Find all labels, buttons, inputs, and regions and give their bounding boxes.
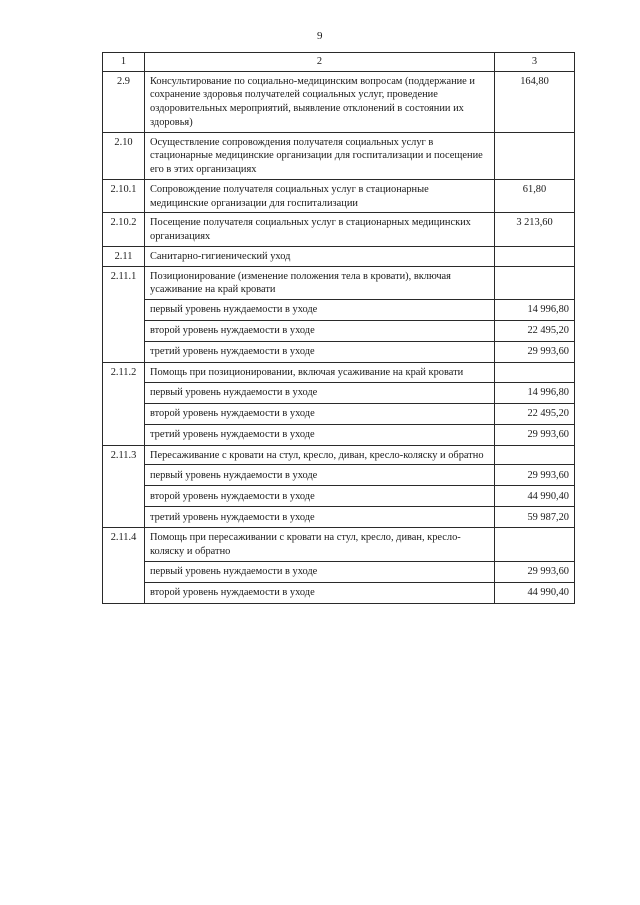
level-label: второй уровень нуждаемости в уходе bbox=[145, 403, 495, 424]
level-price: 22 495,20 bbox=[495, 321, 575, 342]
row-number: 2.11.3 bbox=[103, 445, 145, 528]
column-header: 2 bbox=[145, 53, 495, 72]
row-number: 2.11.2 bbox=[103, 363, 145, 446]
row-description: Консультирование по социально-медицинским вопросам (поддержание и сохранение здоровья получателей социальных услуг, проведение оздоровительных мероприятий, выявление отклонений в состоянии их здоровья) bbox=[145, 71, 495, 132]
row-number: 2.11 bbox=[103, 246, 145, 266]
level-row bbox=[103, 300, 575, 321]
level-row bbox=[103, 465, 575, 486]
level-row bbox=[103, 403, 575, 424]
row-price bbox=[495, 528, 575, 561]
level-label: третий уровень нуждаемости в уходе bbox=[145, 424, 495, 445]
table-row bbox=[103, 445, 575, 465]
row-description: Посещение получателя социальных услуг в стационарных медицинских организациях bbox=[145, 213, 495, 246]
row-price: 3 213,60 bbox=[495, 213, 575, 246]
row-description: Позиционирование (изменение положения тела в кровати), включая усаживание на край кровати bbox=[145, 266, 495, 299]
level-row bbox=[103, 424, 575, 445]
table-row bbox=[103, 132, 575, 179]
level-price: 29 993,60 bbox=[495, 465, 575, 486]
level-price: 29 993,60 bbox=[495, 342, 575, 363]
row-number: 2.10.2 bbox=[103, 213, 145, 246]
table-row bbox=[103, 266, 575, 299]
level-row bbox=[103, 382, 575, 403]
level-price: 44 990,40 bbox=[495, 486, 575, 507]
table-row bbox=[103, 528, 575, 561]
row-description: Помощь при пересаживании с кровати на стул, кресло, диван, кресло-коляску и обратно bbox=[145, 528, 495, 561]
table-row bbox=[103, 179, 575, 212]
level-row bbox=[103, 321, 575, 342]
page-number: 9 bbox=[317, 30, 323, 42]
level-price: 29 993,60 bbox=[495, 561, 575, 582]
level-price: 59 987,20 bbox=[495, 507, 575, 528]
level-label: первый уровень нуждаемости в уходе bbox=[145, 300, 495, 321]
row-number: 2.11.1 bbox=[103, 266, 145, 362]
level-label: первый уровень нуждаемости в уходе bbox=[145, 465, 495, 486]
row-number: 2.11.4 bbox=[103, 528, 145, 603]
row-description: Санитарно-гигиенический уход bbox=[145, 246, 495, 266]
column-header: 3 bbox=[495, 53, 575, 72]
level-label: первый уровень нуждаемости в уходе bbox=[145, 382, 495, 403]
row-price bbox=[495, 266, 575, 299]
level-row bbox=[103, 486, 575, 507]
table-header-row bbox=[103, 53, 575, 72]
level-label: первый уровень нуждаемости в уходе bbox=[145, 561, 495, 582]
level-label: второй уровень нуждаемости в уходе bbox=[145, 321, 495, 342]
row-price: 61,80 bbox=[495, 179, 575, 212]
level-label: третий уровень нуждаемости в уходе bbox=[145, 342, 495, 363]
level-price: 44 990,40 bbox=[495, 582, 575, 603]
row-description: Сопровождение получателя социальных услуг в стационарные медицинские организации для госпитализации bbox=[145, 179, 495, 212]
table-row bbox=[103, 246, 575, 266]
row-number: 2.10 bbox=[103, 132, 145, 179]
row-price bbox=[495, 363, 575, 383]
level-price: 29 993,60 bbox=[495, 424, 575, 445]
level-label: третий уровень нуждаемости в уходе bbox=[145, 507, 495, 528]
table-row bbox=[103, 363, 575, 383]
table-row bbox=[103, 213, 575, 246]
level-price: 14 996,80 bbox=[495, 382, 575, 403]
level-row bbox=[103, 582, 575, 603]
level-label: второй уровень нуждаемости в уходе bbox=[145, 582, 495, 603]
row-price: 164,80 bbox=[495, 71, 575, 132]
row-number: 2.9 bbox=[103, 71, 145, 132]
tariff-table bbox=[102, 52, 575, 604]
level-price: 14 996,80 bbox=[495, 300, 575, 321]
column-header: 1 bbox=[103, 53, 145, 72]
level-label: второй уровень нуждаемости в уходе bbox=[145, 486, 495, 507]
table-row bbox=[103, 71, 575, 132]
row-number: 2.10.1 bbox=[103, 179, 145, 212]
row-price bbox=[495, 132, 575, 179]
level-price: 22 495,20 bbox=[495, 403, 575, 424]
row-description: Пересаживание с кровати на стул, кресло, диван, кресло-коляску и обратно bbox=[145, 445, 495, 465]
row-price bbox=[495, 445, 575, 465]
level-row bbox=[103, 561, 575, 582]
row-price bbox=[495, 246, 575, 266]
row-description: Помощь при позиционировании, включая усаживание на край кровати bbox=[145, 363, 495, 383]
level-row bbox=[103, 342, 575, 363]
level-row bbox=[103, 507, 575, 528]
row-description: Осуществление сопровождения получателя социальных услуг в стационарные медицинские организации для госпитализации и посещение его в этих организациях bbox=[145, 132, 495, 179]
